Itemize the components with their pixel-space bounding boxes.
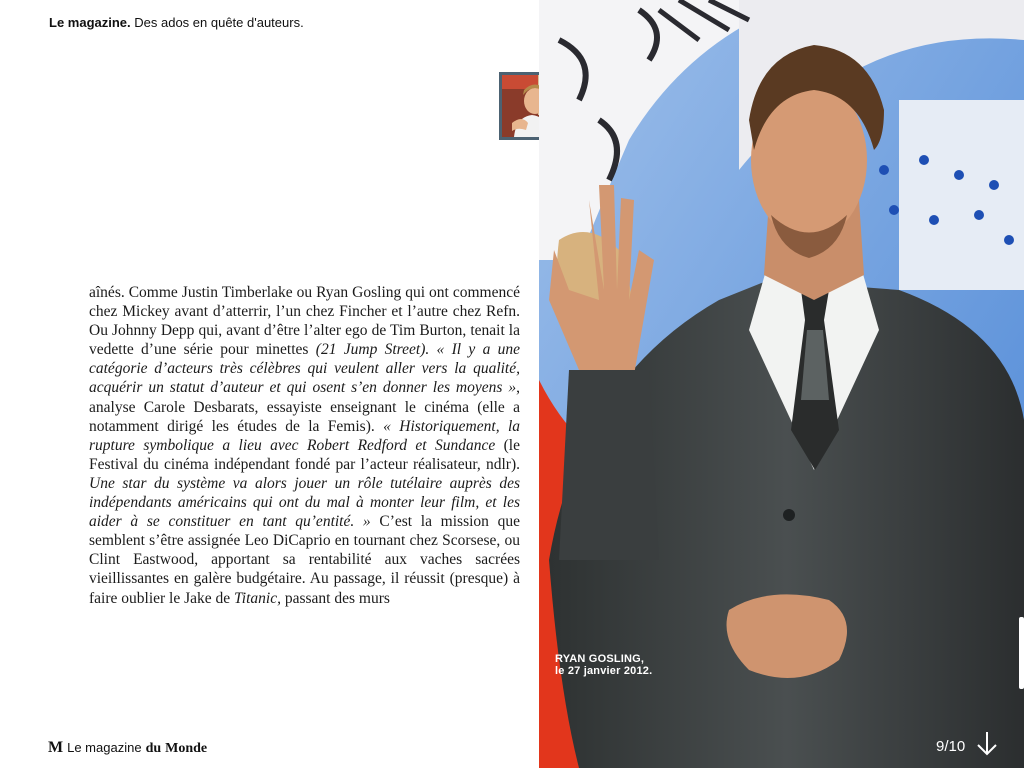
magazine-logo[interactable] (48, 739, 207, 757)
photo-caption (555, 653, 652, 677)
caption-date: le 27 janvier 2012. (555, 665, 653, 677)
arrow-down-icon[interactable] (975, 730, 999, 758)
page-indicator: 9/10 (936, 738, 966, 755)
article-segment: C’est la mission que semblent s’être assignée Leo DiCaprio en tournant chez Scorsese, ou Clint Eastwood, apportant sa rentabilité aux vaches sacrées vieillissantes en galère budgétaire. Au passage, il réussit (presque) à faire oublier le Jake de (89, 513, 520, 607)
logo-monde: Monde (165, 741, 208, 756)
section-label: Le magazine. (49, 15, 131, 30)
article-body (89, 283, 520, 608)
logo-du: du (145, 741, 162, 756)
page-header (49, 15, 304, 30)
article-segment: Une star du système va alors jouer un rôle tutélaire auprès des indépendants américains qui ont du mal à monter leur film, et les aider à se constituer en tant qu’entité. » (89, 474, 520, 531)
caption-name: RYAN GOSLING, (555, 653, 645, 665)
article-segment: passant des murs (280, 589, 390, 607)
article-segment: , analyse Carole Desbarats, essayiste enseignant le cinéma (elle a notamment dirigé les études de la Femis). (89, 379, 520, 435)
article-segment: (le Festival du cinéma indépendant fondé par l’acteur réalisateur, ndlr). (89, 436, 520, 473)
logo-m: M (48, 739, 64, 756)
article-paragraph (89, 283, 520, 608)
article-segment: aînés. Comme Justin Timberlake ou Ryan Gosling qui ont commencé chez Mickey avant d’atterrir, l’un chez Fincher et l’autre chez Refn. Ou Johnny Depp qui, avant d’être l’alter ego de Tim Burton, tenait la vedette d’une série pour minettes (89, 284, 520, 359)
scrollbar-thumb[interactable] (1019, 617, 1024, 689)
article-segment: (21 Jump Street). « Il y a une catégorie d’acteurs très célèbres qui veulent aller vers la qualité, acquérir un statut d’auteur et qui osent s’en donner les moyens » (89, 341, 521, 397)
logo-text: Le magazine (67, 740, 142, 755)
section-subtitle: Des ados en quête d'auteurs. (134, 15, 304, 30)
article-segment: « Historiquement, la rupture symbolique a lieu avec Robert Redford et Sundance (89, 417, 521, 454)
article-segment: Titanic, (234, 589, 281, 607)
